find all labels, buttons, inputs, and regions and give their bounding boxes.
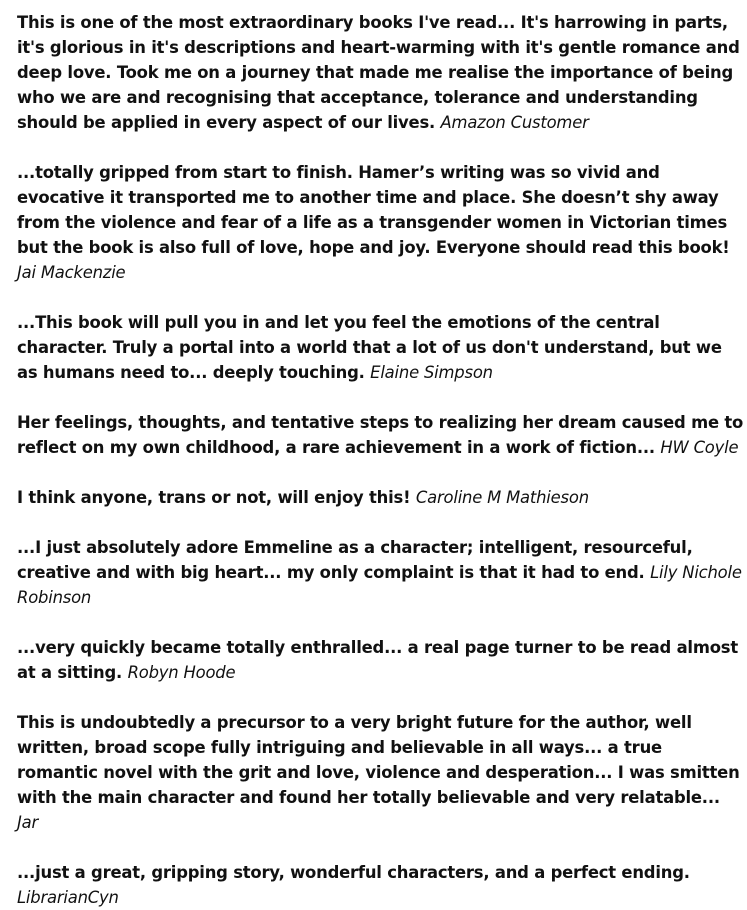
reviews-list	[17, 10, 745, 910]
review-author: Jar	[17, 813, 39, 832]
review-text: ...This book will pull you in and let you feel the emotions of the central character. Truly a portal into a world that a lot of us don't understand, but we as humans need to... deeply touching.	[17, 313, 722, 382]
review-author: LibrarianCyn	[17, 888, 119, 907]
review-text: I think anyone, trans or not, will enjoy this!	[17, 488, 411, 507]
review-author: Elaine Simpson	[370, 363, 493, 382]
review-item	[17, 635, 745, 685]
review-item	[17, 410, 745, 460]
review-item	[17, 485, 745, 510]
review-text: This is one of the most extraordinary books I've read... It's harrowing in parts, it's glorious in it's descriptions and heart-warming with it's gentle romance and deep love. Took me on a journey that made me realise the importance of being who we are and recognising that acceptance, tolerance and understanding should be applied in every aspect of our lives.	[17, 13, 740, 132]
review-item	[17, 535, 745, 610]
review-item	[17, 860, 745, 910]
review-item	[17, 160, 745, 285]
review-text: ...just a great, gripping story, wonderful characters, and a perfect ending.	[17, 863, 690, 882]
review-text: This is undoubtedly a precursor to a very bright future for the author, well written, broad scope fully intriguing and believable in all ways... a true romantic novel with the grit and love, violence and desperation... I was smitten with the main character and found her totally believable and very relatable...	[17, 713, 740, 807]
review-author: HW Coyle	[660, 438, 739, 457]
review-author: Robyn Hoode	[127, 663, 236, 682]
review-text: Her feelings, thoughts, and tentative steps to realizing her dream caused me to reflect on my own childhood, a rare achievement in a work of fiction...	[17, 413, 744, 457]
review-author: Lily Nichole Robinson	[17, 563, 742, 607]
review-item	[17, 10, 745, 135]
review-author: Amazon Customer	[440, 113, 589, 132]
review-item	[17, 710, 745, 835]
review-author: Jai Mackenzie	[17, 263, 126, 282]
review-text: ...I just absolutely adore Emmeline as a character; intelligent, resourceful, creative and with big heart... my only complaint is that it had to end.	[17, 538, 693, 582]
review-item	[17, 310, 745, 385]
review-text: ...totally gripped from start to finish. Hamer’s writing was so vivid and evocative it transported me to another time and place. She doesn’t shy away from the violence and fear of a life as a transgender women in Victorian times but the book is also full of love, hope and joy. Everyone should read this book!	[17, 163, 730, 257]
review-text: ...very quickly became totally enthralled... a real page turner to be read almost at a sitting.	[17, 638, 738, 682]
review-author: Caroline M Mathieson	[415, 488, 589, 507]
